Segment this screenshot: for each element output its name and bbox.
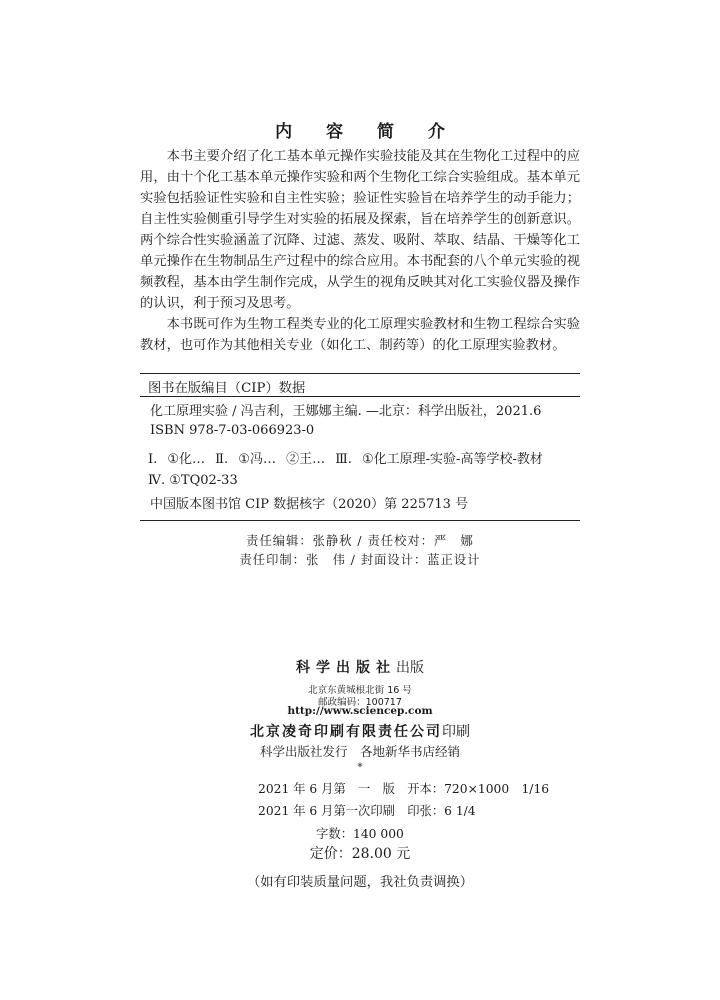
cip-top-rule bbox=[140, 373, 580, 374]
cip-heading: 图书在版编目（CIP）数据 bbox=[148, 381, 306, 396]
word-count: 字数：140 000 bbox=[316, 827, 404, 841]
printer-name: 北京凌奇印刷有限责任公司 bbox=[250, 724, 442, 740]
cip-title-line: 化工原理实验 / 冯吉利，王娜娜主编. —北京：科学出版社，2021.6 bbox=[150, 404, 542, 419]
publisher-suffix: 出版 bbox=[396, 660, 424, 676]
cip-heading-rule bbox=[140, 396, 580, 397]
printing-line: 2021 年 6 月第一次印刷 印张：6 1/4 bbox=[258, 804, 476, 818]
edition-line: 2021 年 6 月第 一 版 开本：720×1000 1/16 bbox=[258, 782, 550, 796]
intro-paragraph-1: 本书主要介绍了化工基本单元操作实验技能及其在生物化工过程中的应用，由十个化工基本单元操作实验和两个生物化工综合实验组成。基本单元实验包括验证性实验和自主性实验；验证性实验旨在培养学生的动手能力；自主性实验侧重引导学生对实验的拓展及探索，旨在培养学生的创新意识。两个综合性实验涵盖了沉降、过滤、蒸发、吸附、萃取、结晶、干燥等化工单元操作在生物制品生产过程中的综合应用。本书配套的八个单元实验的视频教程，基本由学生制作完成，从学生的视角反映其对化工实验仪器及操作的认识，利于预习及思考。 bbox=[140, 149, 580, 311]
publisher-address: 北京东黄城根北街 16 号 bbox=[308, 685, 412, 696]
publisher-postcode: 邮政编码：100717 bbox=[318, 697, 402, 708]
printer-suffix: 印刷 bbox=[442, 724, 470, 740]
intro-paragraph-2: 本书既可作为生物工程类专业的化工原理实验教材和生物工程综合实验教材，也可作为其他相关专业（如化工、制药等）的化工原理实验教材。 bbox=[140, 317, 580, 353]
printer-line bbox=[0, 721, 720, 741]
quality-notice: （如有印装质量问题，我社负责调换） bbox=[246, 875, 474, 890]
cip-description bbox=[140, 402, 580, 440]
page-title: 内 容 简 介 bbox=[275, 122, 459, 142]
cip-class-line-2: Ⅳ. ①TQ02-33 bbox=[148, 473, 238, 488]
staff-line-2: 责任印制：张 伟 / 封面设计：蓝正设计 bbox=[239, 553, 481, 567]
publisher-name: 科学出版社 bbox=[296, 660, 396, 676]
publisher-line bbox=[0, 657, 720, 677]
distribution-line: 科学出版社发行 各地新华书店经销 bbox=[259, 744, 460, 759]
cip-isbn: ISBN 978-7-03-066923-0 bbox=[150, 423, 315, 438]
price: 定价：28.00 元 bbox=[309, 846, 411, 862]
cip-classification bbox=[140, 449, 580, 491]
cip-class-line-1: Ⅰ. ①化… Ⅱ. ①冯… ②王… Ⅲ. ①化工原理-实验-高等学校-教材 bbox=[148, 452, 543, 467]
intro-section bbox=[140, 146, 580, 356]
cip-check-number: 中国版本图书馆 CIP 数据核字（2020）第 225713 号 bbox=[150, 497, 469, 512]
publisher-url: http://www.sciencep.com bbox=[287, 705, 433, 717]
separator-star: * bbox=[357, 762, 363, 773]
staff-line-1: 责任编辑：张静秋 / 责任校对：严 娜 bbox=[246, 534, 474, 548]
cip-bottom-rule bbox=[140, 520, 580, 521]
